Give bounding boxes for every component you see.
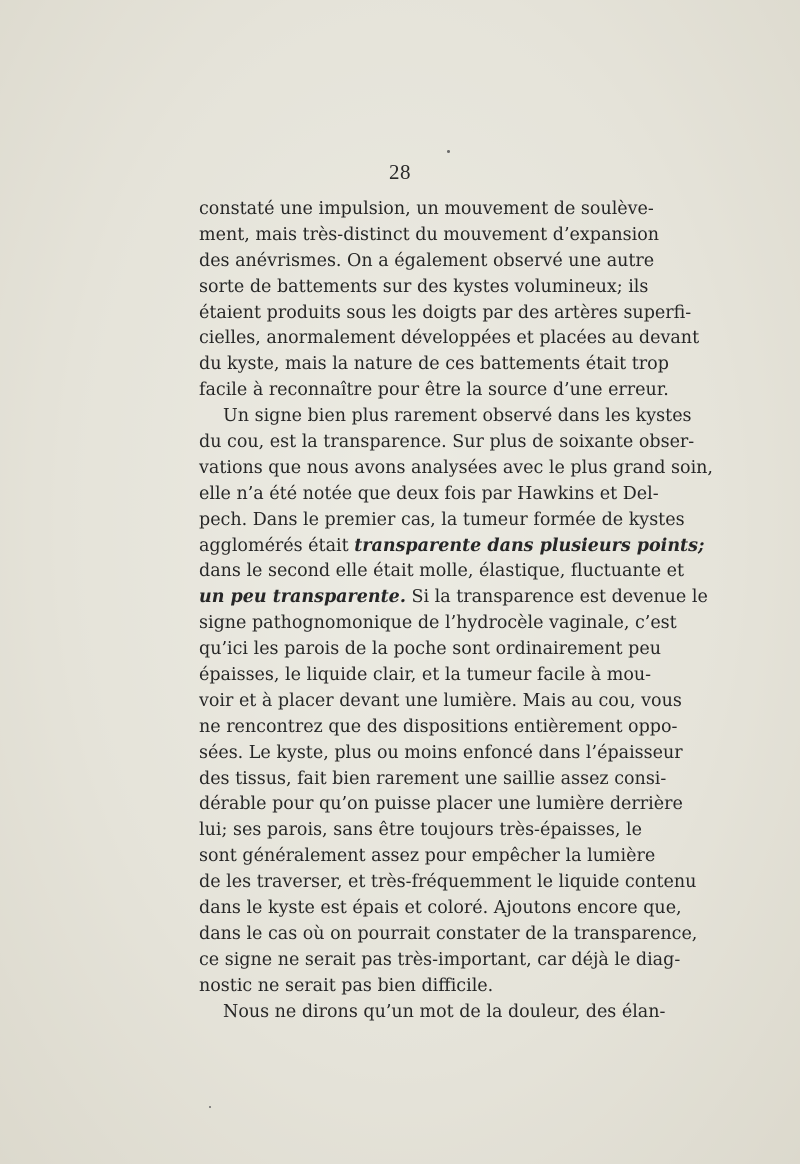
text-line [199,974,642,1000]
text-run: dérable pour qu’on puisse placer une lumière derrière [199,794,683,815]
text-run: Un signe bien plus rarement observé dans les kystes [223,406,692,427]
text-run: ne rencontrez que des dispositions entièrement oppo- [199,716,678,737]
text-line [199,818,642,844]
text-run: sont généralement assez pour empêcher la lumière [199,846,656,867]
text-run: ment, mais très-distinct du mouvement d’expansion [199,224,660,245]
text-run: ce signe ne serait pas très-important, car déjà le diag- [199,949,681,970]
paper-speck [447,150,450,153]
paper-speck [209,1106,211,1108]
text-line [199,741,683,767]
text-run: Nous ne dirons qu’un mot de la douleur, des élan- [223,1001,666,1022]
text-line [199,275,649,301]
text-line [199,585,708,611]
text-line [199,223,660,249]
text-line [199,922,698,948]
text-line [199,456,713,482]
text-line [199,844,656,870]
text-run: voir et à placer devant une lumière. Mais au cou, vous [199,690,682,711]
text-run: dans le second elle était molle, élastique, fluctuante et [199,561,685,582]
text-line [199,611,677,637]
text-run: signe pathognomonique de l’hydrocèle vaginale, c’est [199,613,677,634]
text-run: sées. Le kyste, plus ou moins enfoncé dans l’épaisseur [199,742,683,763]
text-line [199,534,705,560]
text-run: qu’ici les parois de la poche sont ordinairement peu [199,639,661,660]
text-line [199,326,700,352]
text-line [199,482,659,508]
text-line [199,197,654,223]
text-run: de les traverser, et très-fréquemment le liquide contenu [199,872,697,893]
text-run: agglomérés était [199,535,355,556]
text-run: étaient produits sous les doigts par des artères superfi- [199,302,692,323]
text-run: dans le cas où on pourrait constater de la transparence, [199,923,698,944]
text-run: vations que nous avons analysées avec le plus grand soin, [199,457,713,478]
text-run: nostic ne serait pas bien difficile. [199,975,494,996]
text-line [199,1000,666,1026]
text-run: des tissus, fait bien rarement une saillie assez consi- [199,768,667,789]
body-text [199,197,713,1026]
text-run: pech. Dans le premier cas, la tumeur formée de kystes [199,509,685,530]
text-run: Si la transparence est devenue le [405,587,708,608]
italic-text: transparente dans plusieurs points; [354,535,705,556]
italic-text: un peu transparente. [199,587,406,608]
text-line [199,896,682,922]
text-run: épaisses, le liquide clair, et la tumeur facile à mou- [199,665,652,686]
text-line [199,870,697,896]
text-line [199,430,695,456]
text-line [199,767,667,793]
text-run: des anévrismes. On a également observé une autre [199,250,655,271]
text-line [199,249,655,275]
text-run: dans le kyste est épais et coloré. Ajoutons encore que, [199,898,682,919]
text-line [199,352,669,378]
text-line [199,792,683,818]
text-run: du kyste, mais la nature de ces battements était trop [199,354,669,375]
text-line [199,301,692,327]
text-run: facile à reconnaître pour être la source d’une erreur. [199,380,669,401]
text-line [199,508,685,534]
text-line [199,637,661,663]
text-line [199,715,678,741]
page-number: 28 [389,160,411,184]
text-run: du cou, est la transparence. Sur plus de soixante obser- [199,432,695,453]
text-line [199,559,685,585]
text-line [199,663,652,689]
text-line [199,689,682,715]
text-run: cielles, anormalement développées et placées au devant [199,328,700,349]
text-run: elle n’a été notée que deux fois par Hawkins et Del- [199,483,659,504]
text-line [199,378,669,404]
text-run: lui; ses parois, sans être toujours très-épaisses, le [199,820,642,841]
text-run: constaté une impulsion, un mouvement de soulève- [199,199,654,219]
text-line [199,948,681,974]
text-run: sorte de battements sur des kystes volumineux; ils [199,276,649,297]
text-line [199,404,692,430]
